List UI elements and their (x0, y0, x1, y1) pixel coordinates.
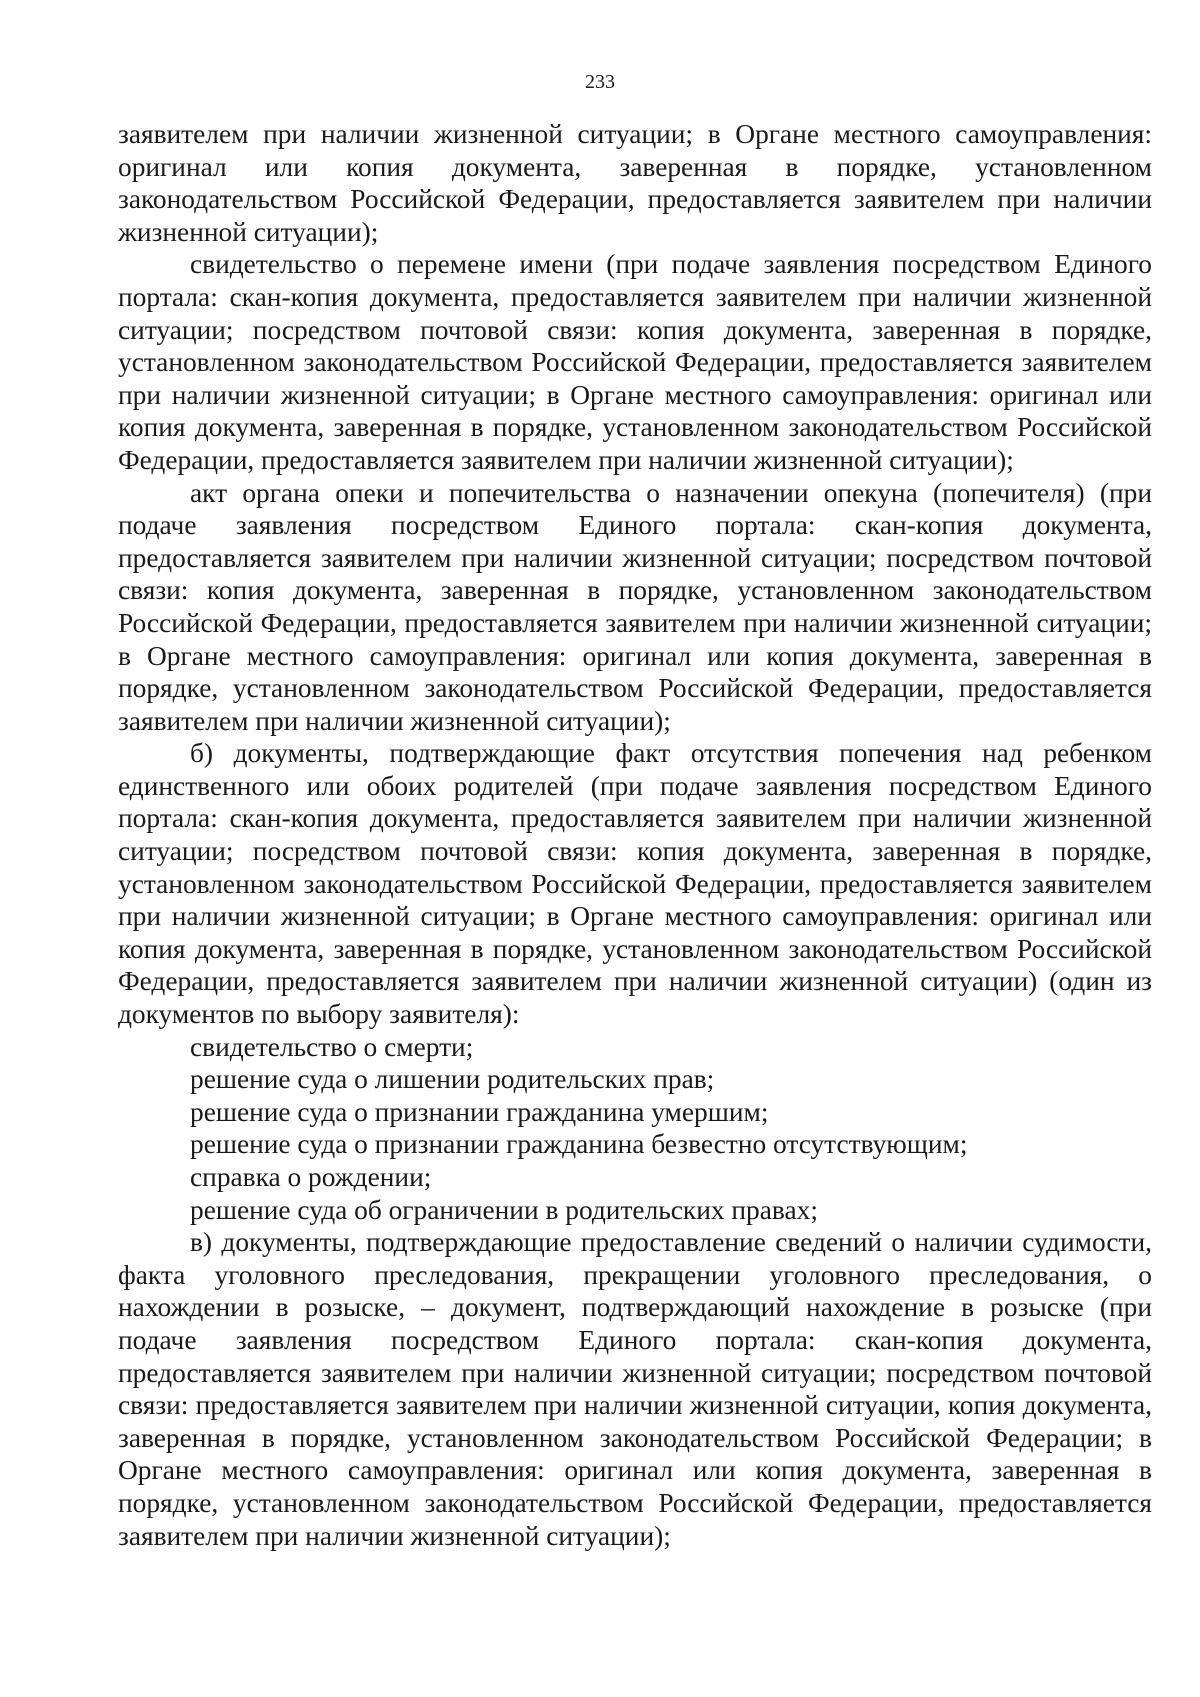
paragraph-item-b: б) документы, подтверждающие факт отсутствия попечения над ребенком единственного или обоих родителей (при подаче заявления посредством Единого портала: скан-копия документа, предоставляется заявителем при наличии жизненной ситуации; посредством почтовой связи: копия документа, заверенная в порядке, установленном законодательством Российской Федерации, предоставляется заявителем при наличии жизненной ситуации; в Органе местного самоуправления: оригинал или копия документа, заверенная в порядке, установленном законодательством Российской Федерации, предоставляется заявителем при наличии жизненной ситуации) (один из документов по выбору заявителя): (118, 738, 1152, 1030)
list-item-declared-missing: решение суда о признании гражданина безвестно отсутствующим; (190, 1129, 968, 1160)
paragraph-continuation: заявителем при наличии жизненной ситуации; в Органе местного самоуправления: оригинал или копия документа, заверенная в порядке, установленном законодательством Российской Федерации, предоставляется заявителем при наличии жизненной ситуации); (118, 119, 1152, 247)
document-body (118, 118, 1152, 1552)
page-number: 233 (585, 71, 615, 93)
list-item-birth-certificate: справка о рождении; (190, 1162, 432, 1192)
paragraph-item-v: в) документы, подтверждающие предоставление сведений о наличии судимости, факта уголовного преследования, прекращении уголовного преследования, о нахождении в розыске, – документ, подтверждающий нахождение в розыске (при подаче заявления посредством Единого портала: скан-копия документа, предоставляется заявителем при наличии жизненной ситуации; посредством почтовой связи: предоставляется заявителем при наличии жизненной ситуации, копия документа, заверенная в порядке, установленном законодательством Российской Федерации; в Органе местного самоуправления: оригинал или копия документа, заверенная в порядке, установленном законодательством Российской Федерации, предоставляется заявителем при наличии жизненной ситуации); (118, 1227, 1152, 1551)
paragraph-name-change-certificate: свидетельство о перемене имени (при подаче заявления посредством Единого портала: скан-копия документа, предоставляется заявителем при наличии жизненной ситуации; посредством почтовой связи: копия документа, заверенная в порядке, установленном законодательством Российской Федерации, предоставляется заявителем при наличии жизненной ситуации; в Органе местного самоуправления: оригинал или копия документа, заверенная в порядке, установленном законодательством Российской Федерации, предоставляется заявителем при наличии жизненной ситуации); (118, 249, 1152, 475)
list-item-declared-dead: решение суда о признании гражданина умершим; (190, 1096, 769, 1127)
list-item-limitation-of-rights: решение суда об ограничении в родительских правах; (190, 1194, 818, 1225)
list-item-deprivation-of-rights: решение суда о лишении родительских прав; (190, 1064, 715, 1095)
paragraph-guardianship-act: акт органа опеки и попечительства о назначении опекуна (попечителя) (при подаче заявления посредством Единого портала: скан-копия документа, предоставляется заявителем при наличии жизненной ситуации; посредством почтовой связи: копия документа, заверенная в порядке, установленном законодательством Российской Федерации, предоставляется заявителем при наличии жизненной ситуации; в Органе местного самоуправления: оригинал или копия документа, заверенная в порядке, установленном законодательством Российской Федерации, предоставляется заявителем при наличии жизненной ситуации); (118, 477, 1152, 736)
list-item-death-certificate: свидетельство о смерти; (190, 1031, 474, 1062)
